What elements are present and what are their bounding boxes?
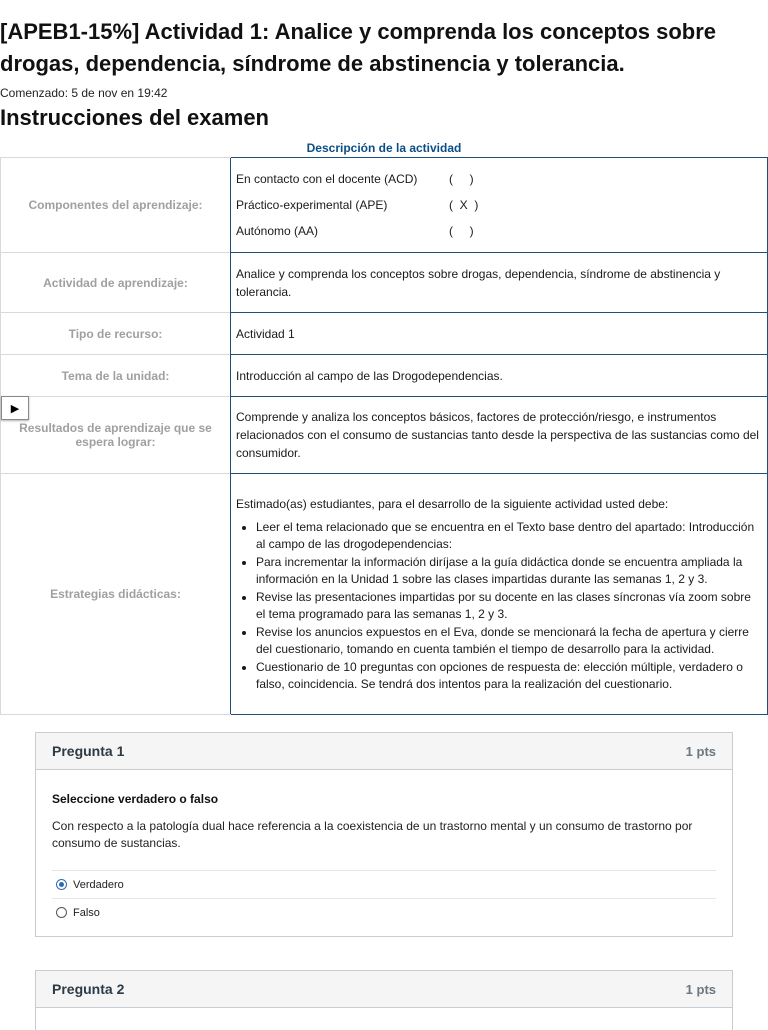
value-estrategias	[231, 474, 768, 715]
activity-description-table	[0, 157, 768, 715]
label-actividad: Actividad de aprendizaje:	[1, 253, 231, 313]
question-instruction: Seleccione verdadero o falso	[52, 792, 219, 806]
radio-button-selected[interactable]	[56, 879, 67, 890]
strategies-list	[236, 519, 761, 694]
radio-button[interactable]	[56, 907, 67, 918]
question-title: Pregunta 1	[52, 743, 125, 759]
label-estrategias: Estrategias didácticas:	[1, 474, 231, 715]
question-title: Pregunta 2	[52, 981, 125, 997]
label-recurso: Tipo de recurso:	[1, 313, 231, 355]
answer-label: Falso	[73, 906, 100, 919]
label-componentes: Componentes del aprendizaje:	[1, 158, 231, 253]
answer-true[interactable]	[52, 870, 716, 898]
list-item: • Revise las presentaciones impartidas por su docente en las clases síncronas vía zoom sobre el tema programado para las semanas 1, 2 y 3.	[256, 589, 761, 624]
component-name: Autónomo (AA)	[236, 224, 319, 238]
play-icon: ▶	[10, 402, 20, 415]
label-resultados: Resultados de aprendizaje que se espera lograr:	[1, 397, 231, 474]
question-points: 1 pts	[685, 743, 716, 759]
list-item: • Para incrementar la información diríjase a la guía didáctica donde se encuentra ampliada la información en la Unidad 1 sobre las clases impartidas durante las semanas 1, 2 y 3.	[256, 554, 761, 589]
question-text: Con respecto a la patología dual hace referencia a la coexistencia de un trastorno mental y un consumo de trastorno por consumo de sustancias.	[52, 819, 693, 850]
started-timestamp: Comenzado: 5 de nov en 19:42	[0, 86, 168, 100]
component-name: En contacto con el docente (ACD)	[236, 172, 418, 186]
list-item: • Revise los anuncios expuestos en el Eva, donde se mencionará la fecha de apertura y cierre del cuestionario, tomando en cuenta también el tiempo de desarrollo para la actividad.	[256, 624, 761, 659]
answer-label: Verdadero	[73, 878, 124, 891]
component-row-aa	[236, 218, 761, 244]
component-row-ape	[236, 192, 761, 218]
answer-false[interactable]	[52, 898, 716, 926]
question-header	[36, 733, 732, 770]
value-actividad: Analice y comprenda los conceptos sobre drogas, dependencia, síndrome de abstinencia y tolerancia.	[231, 253, 768, 313]
value-resultados: Comprende y analiza los conceptos básicos, factores de protección/riesgo, e instrumentos relacionados con el consumo de sustancias tanto desde la perspectiva de las sustancias como del consumidor.	[231, 397, 768, 474]
table-row-actividad	[1, 253, 768, 313]
question-points: 1 pts	[685, 981, 716, 997]
page-title-line-1: [APEB1-15%] Actividad 1: Analice y comprenda los conceptos sobre	[0, 19, 717, 44]
question-1	[35, 732, 733, 937]
label-tema: Tema de la unidad:	[1, 355, 231, 397]
value-tema: Introducción al campo de las Drogodependencias.	[231, 355, 768, 397]
question-body	[36, 770, 732, 936]
instructions-title: Instrucciones del examen	[0, 105, 269, 130]
table-row-tema	[1, 355, 768, 397]
component-mark: ( X )	[449, 198, 479, 212]
table-row-resultados	[1, 397, 768, 474]
table-row-recurso	[1, 313, 768, 355]
value-recurso: Actividad 1	[231, 313, 768, 355]
description-header: Descripción de la actividad	[306, 141, 462, 155]
component-row-acd	[236, 166, 761, 192]
question-2	[35, 970, 733, 1030]
table-row-componentes	[1, 158, 768, 253]
list-item: • Leer el tema relacionado que se encuentra en el Texto base dentro del apartado: Introducción al campo de las drogodependencias:	[256, 519, 761, 554]
page-title	[0, 0, 768, 80]
strategies-intro: Estimado(as) estudiantes, para el desarrollo de la siguiente actividad usted debe:	[236, 496, 669, 511]
list-item: • Cuestionario de 10 preguntas con opciones de respuesta de: elección múltiple, verdadero o falso, coincidencia. Se tendrá dos intentos para la realización del cuestionario.	[256, 659, 761, 694]
component-mark: ( )	[449, 172, 474, 186]
play-button[interactable]	[1, 396, 29, 420]
question-header	[36, 971, 732, 1008]
page-title-line-2: drogas, dependencia, síndrome de abstinencia y tolerancia.	[0, 51, 625, 76]
component-name: Práctico-experimental (APE)	[236, 198, 388, 212]
value-componentes	[231, 158, 768, 253]
component-mark: ( )	[449, 224, 474, 238]
table-row-estrategias	[1, 474, 768, 715]
